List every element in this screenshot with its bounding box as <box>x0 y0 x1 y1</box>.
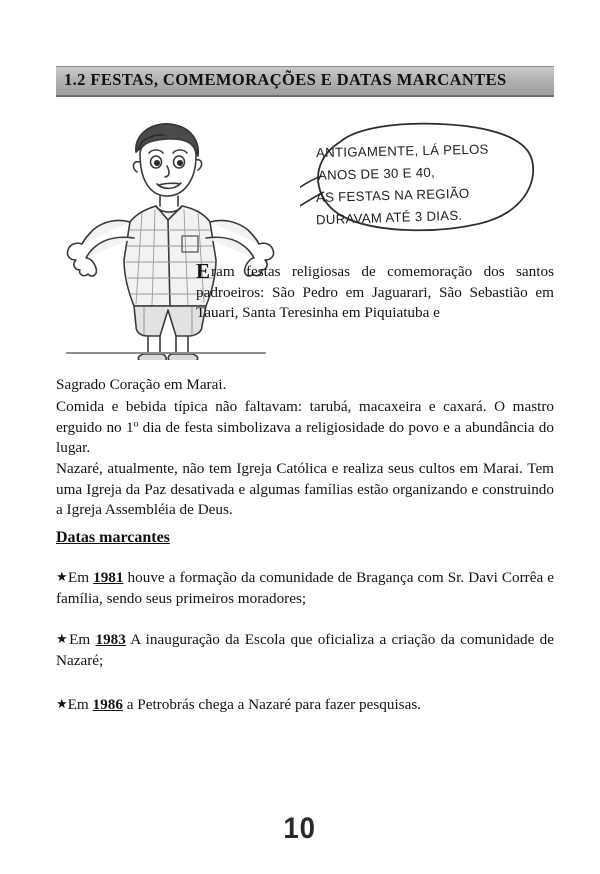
date-year: 1983 <box>95 631 126 648</box>
date-prefix: Em <box>67 696 93 713</box>
date-text: A inauguração da Escola que oficializa a criação da comunidade de Nazaré; <box>56 631 554 669</box>
intro-paragraph <box>196 259 554 324</box>
speech-bubble-text <box>316 140 528 228</box>
paragraph-3: Comida e bebida típica não faltavam: tarubá, macaxeira e caxará. O mastro erguido no 1º dia de festa simbolizava a religiosidade do povo e a abundância do lugar. <box>56 398 554 456</box>
speech-line-2: ANOS DE 30 E 40, <box>317 164 436 183</box>
date-year: 1981 <box>93 569 124 586</box>
date-prefix: Em <box>69 631 96 648</box>
paragraph-2: Sagrado Coração em Marai. <box>56 376 227 393</box>
star-icon: ★ <box>56 631 70 646</box>
subheading-datas-marcantes: Datas marcantes <box>56 529 170 546</box>
date-year: 1986 <box>92 696 123 713</box>
list-item <box>56 628 554 671</box>
date-prefix: Em <box>67 569 94 586</box>
intro-text: ram festas religiosas de comemoração dos santos padroeiros: São Pedro em Jaguarari, São Sebastião em Tauari, Santa Teresinha em Piquiatuba e <box>196 263 554 321</box>
date-text: houve a formação da comunidade de Bragança com Sr. Davi Corrêa e família, sendo seus primeiros moradores; <box>56 569 555 607</box>
star-icon: ★ <box>56 696 68 711</box>
drop-cap: E <box>196 259 211 283</box>
page-number-value: 10 <box>283 812 317 845</box>
page-title: 1.2 FESTAS, COMEMORAÇÕES E DATAS MARCANTES <box>64 70 507 89</box>
paragraph-4: Nazaré, atualmente, não tem Igreja Católica e realiza seus cultos em Marai. Tem uma Igreja da Paz desativada e algumas famílias estão organizando e construindo a Igreja Assembléia de Deus. <box>56 460 554 518</box>
list-item <box>56 693 554 715</box>
star-icon: ★ <box>56 569 68 584</box>
date-text: a Petrobrás chega a Nazaré para fazer pesquisas. <box>122 696 422 713</box>
list-item <box>56 566 554 609</box>
page-number <box>0 812 600 846</box>
speech-line-3: AS FESTAS NA REGIÃO <box>315 185 470 205</box>
ground-line <box>66 352 266 354</box>
speech-line-4: DURAVAM ATÉ 3 DIAS. <box>315 207 463 228</box>
speech-line-1: ANTIGAMENTE, LÁ PELOS <box>315 141 489 161</box>
